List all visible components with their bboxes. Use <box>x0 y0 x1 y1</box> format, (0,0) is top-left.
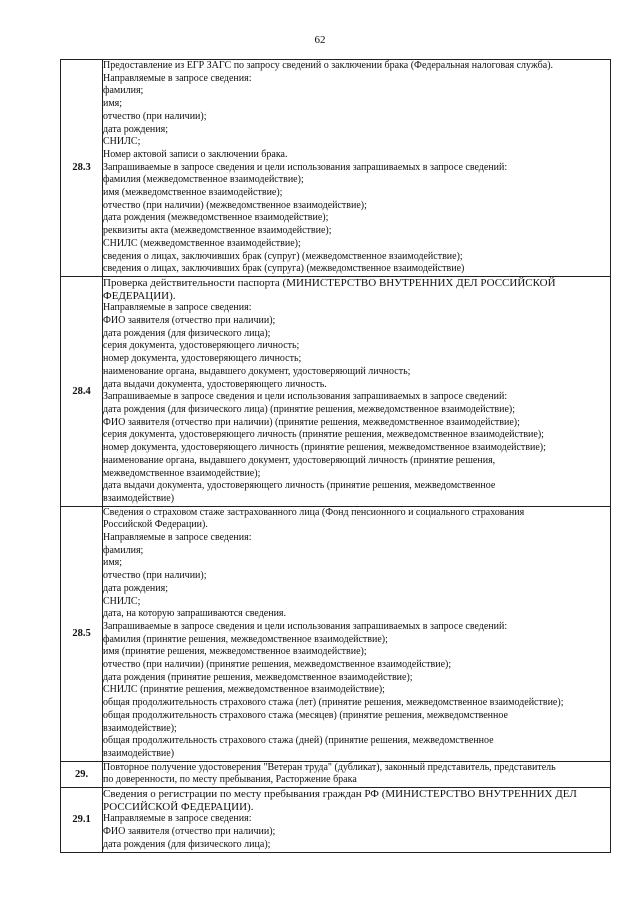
row-content <box>103 761 611 787</box>
text-line: Российской Федерации). <box>103 519 208 531</box>
text-line: дата рождения (межведомственное взаимодействие); <box>103 212 329 224</box>
row-content <box>103 60 611 277</box>
text-line: фамилия (межведомственное взаимодействие); <box>103 174 304 186</box>
table-row <box>61 506 611 761</box>
text-line: взаимодействие); <box>103 722 177 734</box>
text-line: по доверенности, по месту пребывания, Расторжение брака <box>103 774 357 786</box>
text-line: дата, на которую запрашиваются сведения. <box>103 608 287 620</box>
row-number: 28.5 <box>61 506 103 761</box>
table-row <box>61 60 611 277</box>
text-line: номер документа, удостоверяющего личность; <box>103 353 302 365</box>
text-line: ФЕДЕРАЦИИ). <box>103 289 176 302</box>
text-line: дата выдачи документа, удостоверяющего личность (принятие решения, межведомственное <box>103 480 496 492</box>
text-line: сведения о лицах, заключивших брак (супруга) (межведомственное взаимодействие) <box>103 263 465 275</box>
text-line: общая продолжительность страхового стажа (месяцев) (принятие решения, межведомственное <box>103 709 508 721</box>
text-line: сведения о лицах, заключивших брак (супруг) (межведомственное взаимодействие); <box>103 250 463 262</box>
row-content <box>103 788 611 853</box>
text-line: Номер актовой записи о заключении брака. <box>103 148 288 160</box>
text-line: дата рождения; <box>103 582 168 594</box>
table-row <box>61 276 611 506</box>
text-line: РОССИЙСКОЙ ФЕДЕРАЦИИ). <box>103 800 254 813</box>
text-line: ФИО заявителя (отчество при наличии) (принятие решения, межведомственное взаимодействие); <box>103 416 520 428</box>
text-line: фамилия (принятие решения, межведомственное взаимодействие); <box>103 633 388 645</box>
text-line: отчество (при наличии); <box>103 110 207 122</box>
text-line: наименование органа, выдавшего документ, удостоверяющий личность (принятие решения, <box>103 454 496 466</box>
row-content <box>103 276 611 506</box>
requirements-table <box>60 59 611 853</box>
text-line: отчество (при наличии); <box>103 570 207 582</box>
row-number: 28.4 <box>61 276 103 506</box>
text-line: фамилия; <box>103 544 144 556</box>
text-line: номер документа, удостоверяющего личность (принятие решения, межведомственное взаимодействие); <box>103 442 546 454</box>
text-line: Запрашиваемые в запросе сведения и цели использования запрашиваемых в запросе сведений: <box>103 620 508 632</box>
row-content <box>103 506 611 761</box>
row-number: 29. <box>61 761 103 787</box>
text-line: дата рождения (для физического лица); <box>103 327 271 339</box>
text-line: Направляемые в запросе сведения: <box>103 302 252 314</box>
text-line: СНИЛС; <box>103 595 141 607</box>
text-line: СНИЛС (принятие решения, межведомственное взаимодействие); <box>103 684 385 696</box>
text-line: дата рождения (для физического лица); <box>103 838 271 850</box>
table-row <box>61 761 611 787</box>
page-number: 62 <box>314 34 326 46</box>
text-line: реквизиты акта (межведомственное взаимодействие); <box>103 225 332 237</box>
text-line: СНИЛС; <box>103 136 141 148</box>
text-line: взаимодействие) <box>103 747 175 759</box>
text-line: имя; <box>103 557 123 569</box>
text-line: ФИО заявителя (отчество при наличии); <box>103 826 276 838</box>
text-line: дата рождения; <box>103 123 168 135</box>
text-line: имя (принятие решения, межведомственное взаимодействие); <box>103 646 367 658</box>
row-number: 29.1 <box>61 788 103 853</box>
text-line: наименование органа, выдавшего документ, удостоверяющий личность; <box>103 365 411 377</box>
text-line: Сведения о регистрации по месту пребывания граждан РФ (МИНИСТЕРСТВО ВНУТРЕННИХ ДЕЛ <box>103 788 577 801</box>
text-line: ФИО заявителя (отчество при наличии); <box>103 315 276 327</box>
text-line: дата рождения (для физического лица) (принятие решения, межведомственное взаимодействие); <box>103 403 516 415</box>
text-line: серия документа, удостоверяющего личность (принятие решения, межведомственное взаимодействие); <box>103 429 544 441</box>
text-line: СНИЛС (межведомственное взаимодействие); <box>103 237 301 249</box>
text-line: общая продолжительность страхового стажа (дней) (принятие решения, межведомственное <box>103 735 494 747</box>
text-line: взаимодействие) <box>103 492 175 504</box>
text-line: Повторное получение удостоверения "Ветеран труда" (дубликат), законный представитель, представитель <box>103 761 556 773</box>
text-line: Сведения о страховом стаже застрахованного лица (Фонд пенсионного и социального страхования <box>103 506 525 518</box>
text-line: межведомственное взаимодействие); <box>103 467 261 479</box>
text-line: Запрашиваемые в запросе сведения и цели использования запрашиваемых в запросе сведений: <box>103 161 508 173</box>
text-line: Проверка действительности паспорта (МИНИСТЕРСТВО ВНУТРЕННИХ ДЕЛ РОССИЙСКОЙ <box>103 276 556 289</box>
text-line: серия документа, удостоверяющего личность; <box>103 340 300 352</box>
text-line: Запрашиваемые в запросе сведения и цели использования запрашиваемых в запросе сведений: <box>103 391 508 403</box>
row-number: 28.3 <box>61 60 103 277</box>
text-line: имя (межведомственное взаимодействие); <box>103 187 283 199</box>
text-line: фамилия; <box>103 85 144 97</box>
text-line: дата рождения (принятие решения, межведомственное взаимодействие); <box>103 671 413 683</box>
text-line: Предоставление из ЕГР ЗАГС по запросу сведений о заключении брака (Федеральная налоговая служба). <box>103 60 554 71</box>
text-line: дата выдачи документа, удостоверяющего личность. <box>103 378 327 390</box>
text-line: отчество (при наличии) (межведомственное взаимодействие); <box>103 199 367 211</box>
text-line: общая продолжительность страхового стажа (лет) (принятие решения, межведомственное взаимодействие); <box>103 697 564 709</box>
text-line: имя; <box>103 98 123 110</box>
text-line: Направляемые в запросе сведения: <box>103 72 252 84</box>
table-row <box>61 788 611 853</box>
text-line: Направляемые в запросе сведения: <box>103 813 252 825</box>
text-line: Направляемые в запросе сведения: <box>103 532 252 544</box>
text-line: отчество (при наличии) (принятие решения, межведомственное взаимодействие); <box>103 659 452 671</box>
